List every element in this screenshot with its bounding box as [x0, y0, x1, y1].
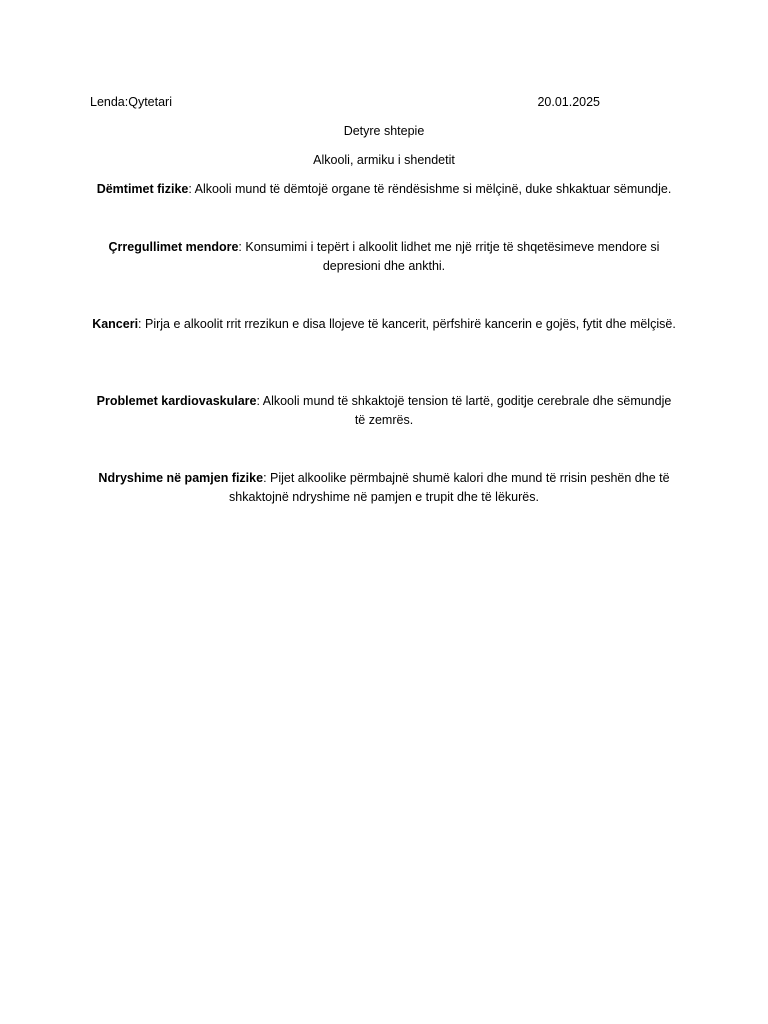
section-text: Pijet alkoolike përmbajnë shumë kalori dhe mund të rrisin peshën dhe të shkaktojnë ndryshime në pamjen e trupit dhe të lëkurës.	[229, 471, 670, 504]
document-type: Detyre shtepie	[343, 124, 425, 138]
section-cardiovascular	[90, 392, 678, 430]
subject-label: Lenda:Qytetari	[90, 95, 172, 109]
section-heading: Ndryshime në pamjen fizike	[98, 471, 264, 485]
section-physical-appearance	[90, 469, 678, 507]
section-text: Alkooli mund të shkaktojë tension të lartë, goditje cerebrale dhe sëmundje të zemrës.	[259, 394, 672, 427]
section-mental-disorders	[90, 238, 678, 276]
date-label: 20.01.2025	[537, 95, 600, 109]
section-separator: :	[263, 471, 267, 485]
section-heading: Dëmtimet fizike	[96, 182, 189, 196]
document-title: Alkooli, armiku i shendetit	[313, 153, 455, 167]
section-heading: Problemet kardiovaskulare	[96, 394, 257, 408]
section-physical-damage	[90, 180, 678, 199]
section-separator: :	[138, 317, 142, 331]
section-cancer	[90, 315, 678, 334]
document-header	[90, 93, 600, 112]
section-text: Pirja e alkoolit rrit rrezikun e disa llojeve të kancerit, përfshirë kancerin e gojës, fytit dhe mëlçisë.	[141, 317, 676, 331]
section-heading: Kanceri	[92, 317, 139, 331]
section-heading: Çrregullimet mendore	[108, 240, 239, 254]
section-text: Konsumimi i tepërt i alkoolit lidhet me një rritje të shqetësimeve mendore si depresioni dhe ankthi.	[241, 240, 660, 273]
section-text: Alkooli mund të dëmtojë organe të rëndësishme si mëlçinë, duke shkaktuar sëmundje.	[191, 182, 672, 196]
section-separator: :	[188, 182, 192, 196]
section-separator: :	[256, 394, 260, 408]
section-separator: :	[238, 240, 242, 254]
